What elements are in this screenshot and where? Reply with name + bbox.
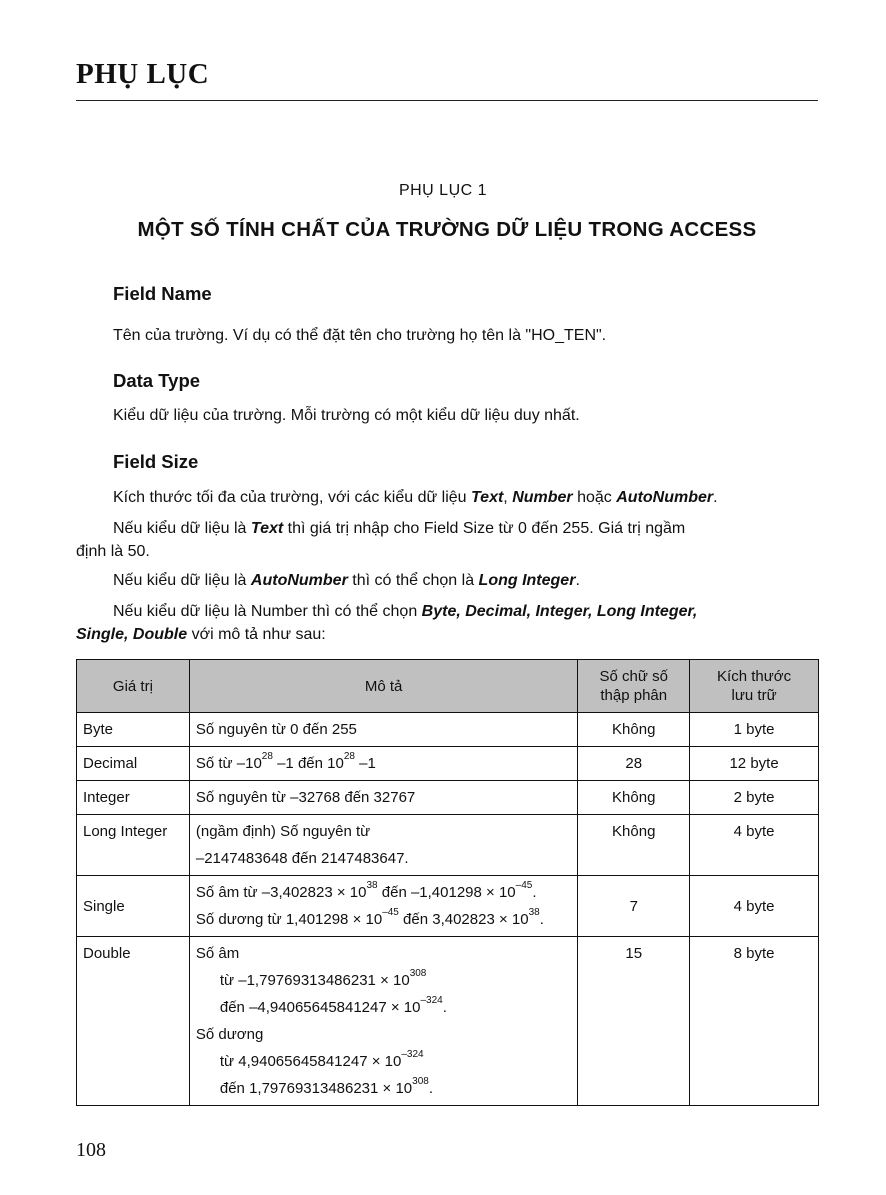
field-size-paragraph-1: Kích thước tối đa của trường, với các kiểu dữ liệu Text, Number hoặc AutoNumber. [113, 489, 718, 506]
row-digits-single: 7 [578, 876, 690, 937]
header-description: Mô tả [189, 660, 577, 713]
row-size-long-integer: 4 byte [690, 815, 819, 876]
row-size-single: 4 byte [690, 876, 819, 937]
data-type-text: Kiểu dữ liệu của trường. Mỗi trường có một kiểu dữ liệu duy nhất. [113, 407, 580, 424]
table-row [77, 876, 819, 937]
field-size-paragraph-3: Nếu kiểu dữ liệu là AutoNumber thì có thể chọn là Long Integer. [113, 572, 580, 589]
row-digits-double: 15 [578, 937, 690, 1106]
row-name-long-integer: Long Integer [77, 815, 190, 876]
row-desc-double: Số âm từ $-1,79769313486231 \times 10^{308}$ đến $-4,94065645841247 \times 10^{-324}$. Số dương từ $4,94065645841247 \times 10^{-324}$ đến $1,79769313486231 \times 10^{308}$. [189, 937, 577, 1106]
row-digits-long-integer: Không [578, 815, 690, 876]
row-name-decimal: Decimal [77, 747, 190, 781]
row-desc-decimal: Số từ $-10^{28}$ –1 đến $10^{28}$ –1 [189, 747, 577, 781]
row-desc-integer: Số nguyên từ –32768 đến 32767 [189, 781, 577, 815]
row-digits-byte: Không [578, 713, 690, 747]
row-desc-single: Số âm từ $-3,402823 \times 10^{38}$ đến $-1,401298 \times 10^{-45}$. Số dương từ $1,401298 \times 10^{-45}$ đến $3,402823 \times 10^{38}$. [189, 876, 577, 937]
field-size-paragraph-2: Nếu kiểu dữ liệu là Text thì giá trị nhập cho Field Size từ 0 đến 255. Giá trị ngầm [113, 520, 686, 537]
row-digits-decimal: 28 [578, 747, 690, 781]
row-size-integer: 2 byte [690, 781, 819, 815]
page-number: 108 [76, 1139, 106, 1161]
number-field-size-table [76, 659, 819, 1106]
header-decimal-digits: Số chữ số thập phân [578, 660, 690, 713]
row-name-integer: Integer [77, 781, 190, 815]
row-digits-integer: Không [578, 781, 690, 815]
row-size-double: 8 byte [690, 937, 819, 1106]
table-row [77, 713, 819, 747]
document-title: MỘT SỐ TÍNH CHẤT CỦA TRƯỜNG DỮ LIỆU TRONG ACCESS [137, 218, 757, 241]
field-size-paragraph-2-line-2: định là 50. [76, 543, 150, 560]
row-size-decimal: 12 byte [690, 747, 819, 781]
running-head: PHỤ LỤC [76, 58, 210, 90]
table-row [77, 781, 819, 815]
row-desc-byte: Số nguyên từ 0 đến 255 [189, 713, 577, 747]
row-size-byte: 1 byte [690, 713, 819, 747]
table-row [77, 815, 819, 876]
row-name-double: Double [77, 937, 190, 1106]
section-heading-data-type: Data Type [113, 370, 201, 391]
row-name-byte: Byte [77, 713, 190, 747]
header-storage-size: Kích thước lưu trữ [690, 660, 819, 713]
row-desc-long-integer: (ngầm định) Số nguyên từ –2147483648 đến 2147483647. [189, 815, 577, 876]
header-value: Giá trị [77, 660, 190, 713]
field-size-paragraph-4: Nếu kiểu dữ liệu là Number thì có thể chọn Byte, Decimal, Integer, Long Integer, [113, 603, 698, 620]
table-header-row [77, 660, 819, 713]
section-heading-field-name: Field Name [113, 283, 212, 304]
field-size-paragraph-4-line-2: Single, Double với mô tả như sau: [76, 626, 326, 643]
appendix-label: PHỤ LỤC 1 [398, 182, 488, 199]
field-name-text: Tên của trường. Ví dụ có thể đặt tên cho trường họ tên là "HO_TEN". [113, 327, 607, 344]
table-row [77, 747, 819, 781]
row-name-single: Single [77, 876, 190, 937]
section-heading-field-size: Field Size [113, 451, 199, 472]
header-rule [76, 100, 818, 101]
table-row [77, 937, 819, 1106]
